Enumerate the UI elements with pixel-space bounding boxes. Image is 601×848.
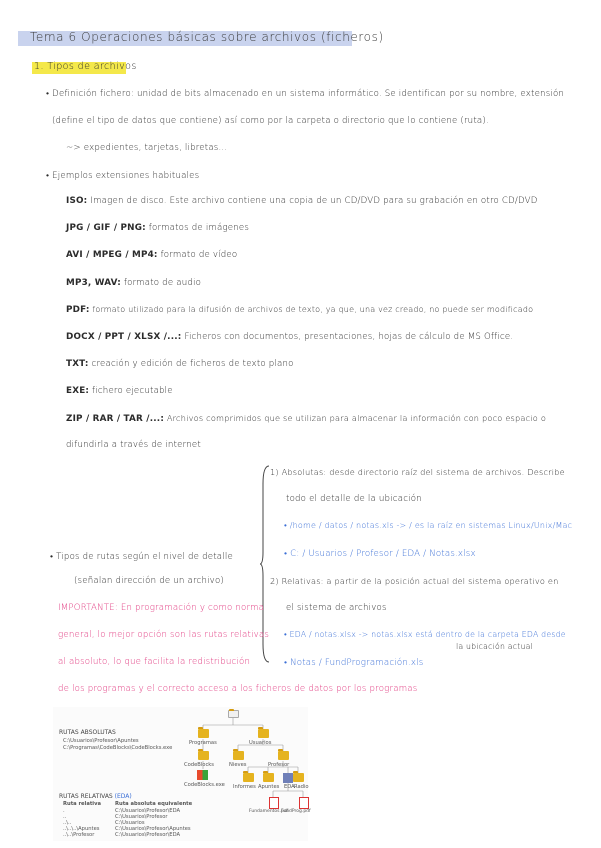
folder-icon — [198, 729, 209, 738]
node-profesor: Profesor — [268, 762, 290, 768]
rel-row-1-rel: . — [63, 808, 65, 814]
absolute-line-1: 1) Absolutas: desde directorio raíz del sistema de archivos. Describe — [270, 467, 565, 477]
ext-exe: EXE: fichero ejecutable — [66, 386, 173, 396]
rutas-subheading: (señalan dirección de un archivo) — [74, 576, 224, 586]
folder-icon — [258, 729, 269, 738]
ext-video: AVI / MPEG / MP4: formato de vídeo — [66, 250, 238, 260]
page-title: Tema 6 Operaciones básicas sobre archivos (ficheros) — [30, 30, 384, 44]
rel-col-1: Ruta relativa — [63, 801, 101, 807]
node-usuarios: Usuarios — [249, 740, 272, 746]
rel-col-2: Ruta absoluta equivalente — [115, 801, 193, 807]
rel-row-5-abs: C:\Usuarios\Profesor\EDA — [115, 832, 181, 838]
extensions-heading: • Ejemplos extensiones habituales — [46, 171, 200, 181]
important-line-2: general, lo mejor opción son las rutas relativas — [58, 630, 270, 640]
absolute-line-2: todo el detalle de la ubicación — [286, 494, 422, 504]
absolute-example-1: • /home / datos / notas.xls -> / es la raíz en sistemas Linux/Unix/Mac — [284, 521, 573, 530]
rel-row-1-abs: C:\Usuarios\Profesor\EDA — [115, 808, 181, 814]
pdf-icon — [299, 797, 309, 809]
section-heading: 1. Tipos de archivos — [34, 61, 137, 72]
rel-row-2-abs: C:\Usuarios\Profesor — [115, 814, 168, 820]
image-file-icon — [283, 773, 293, 783]
rel-row-4-rel: ..\..\..\Apuntes — [63, 826, 100, 832]
node-programas: Programas — [189, 740, 217, 746]
rel-diagram-title: RUTAS RELATIVAS (EDA) — [59, 793, 132, 800]
node-radio: Radio — [294, 784, 309, 790]
node-apuntes: Apuntes — [258, 784, 280, 790]
relative-example-1: • EDA / notas.xlsx -> notas.xlsx está dentro de la carpeta EDA desde — [284, 630, 566, 639]
ext-images: JPG / GIF / PNG: formatos de imágenes — [66, 223, 250, 233]
node-nieves: Nieves — [229, 762, 247, 768]
abs-diagram-item-1: C:\Usuarios\Profesor\Apuntes — [63, 738, 139, 744]
rel-row-3-rel: ..\.. — [63, 820, 72, 826]
folder-icon — [263, 773, 274, 782]
ext-iso: ISO: Imagen de disco. Este archivo contiene una copia de un CD/DVD para su grabación en otro CD/DVD — [66, 196, 538, 206]
definition-line-1: • Definición fichero: unidad de bits almacenado en un sistema informático. Se identifican por su nombre, extensión — [46, 89, 565, 99]
relative-line-1: 2) Relativas: a partir de la posición actual del sistema operativo en — [270, 576, 559, 586]
ext-compressed: ZIP / RAR / TAR /...: Archivos comprimidos que se utilizan para almacenar la información con poco espacio o — [66, 413, 547, 424]
relative-example-2: • Notas / FundProgramación.xls — [284, 658, 424, 668]
node-codeblocks-exe: CodeBlocks.exe — [184, 782, 225, 788]
node-informes: Informes — [233, 784, 256, 790]
absolute-example-2: • C: / Usuarios / Profesor / EDA / Notas.xlsx — [284, 549, 476, 559]
important-line-1: IMPORTANTE: En programación y como norma — [58, 603, 265, 613]
important-line-3: al absoluto, lo que facilita la redistribución — [58, 657, 251, 667]
exe-icon — [197, 770, 208, 780]
important-line-4: de los programas y el correcto acceso a los ficheros de datos por los programas — [58, 684, 418, 694]
ext-txt: TXT: creación y edición de ficheros de texto plano — [66, 359, 294, 369]
rel-row-2-rel: .. — [63, 814, 67, 820]
relative-line-2: el sistema de archivos — [286, 603, 387, 613]
folder-icon — [233, 751, 244, 760]
node-codeblocks: CodeBlocks — [184, 762, 215, 768]
ext-compressed-cont: difundirla a través de internet — [66, 440, 201, 450]
rel-row-3-abs: C:\Usuarios — [115, 820, 145, 826]
ext-pdf: PDF: formato utilizado para la difusión de archivos de texto, ya que, una vez creado, no puede ser modificado — [66, 305, 534, 315]
rel-row-5-rel: ..\..\Profesor — [63, 832, 95, 838]
definition-line-2: (define el tipo de datos que contiene) así como por la carpeta o directorio que lo contiene (ruta). — [52, 116, 489, 126]
node-eda: EDA — [284, 784, 295, 790]
node-fundamentos-pdf: Fundamentos.pdf — [249, 809, 289, 814]
ext-audio: MP3, WAV: formato de audio — [66, 278, 202, 288]
rutas-heading: • Tipos de rutas según el nivel de detalle — [50, 552, 233, 562]
drive-icon — [228, 710, 239, 718]
folder-icon — [198, 751, 209, 760]
paths-diagram — [53, 707, 311, 841]
node-fundprog-pdf: FundProg.pdf — [281, 809, 311, 814]
relative-example-1-cont: la ubicación actual — [456, 642, 533, 651]
definition-examples: ~> expedientes, tarjetas, libretas... — [66, 143, 228, 153]
abs-diagram-item-2: C:\Programas\CodeBlocks\CodeBlocks.exe — [63, 745, 173, 751]
rel-row-4-abs: C:\Usuarios\Profesor\Apuntes — [115, 826, 191, 832]
ext-office: DOCX / PPT / XLSX /...: Ficheros con documentos, presentaciones, hojas de cálculo de MS Office. — [66, 332, 514, 342]
folder-icon — [293, 773, 304, 782]
abs-diagram-title: RUTAS ABSOLUTAS — [59, 729, 116, 736]
folder-icon — [278, 751, 289, 760]
pdf-icon — [269, 797, 279, 809]
folder-icon — [243, 773, 254, 782]
